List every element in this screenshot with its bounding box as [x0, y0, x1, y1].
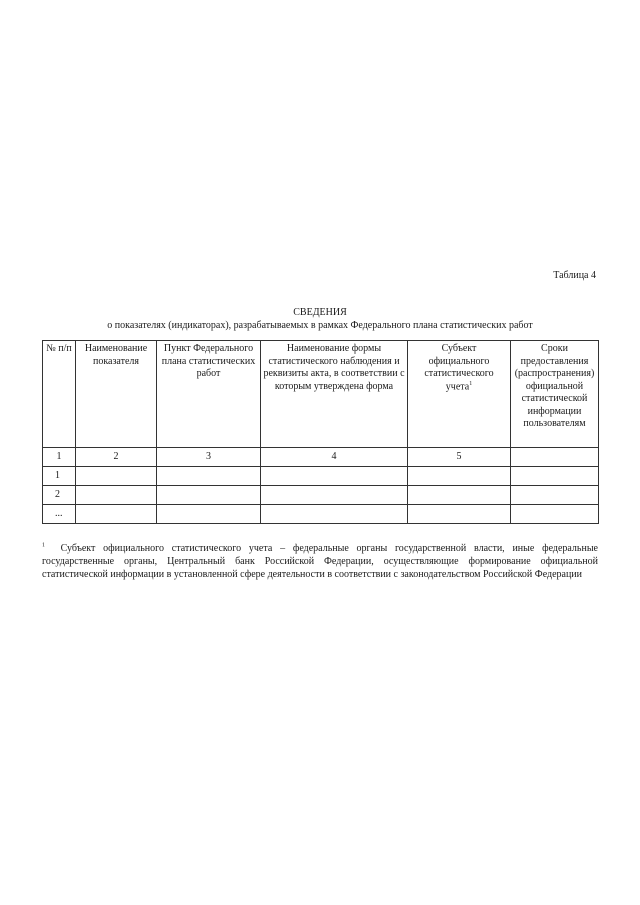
- column-number: 2: [76, 448, 157, 467]
- header-plan-item: Пункт Федерального плана статистических работ: [157, 341, 261, 448]
- table-cell: [511, 505, 599, 524]
- footnote-mark: 1: [469, 380, 473, 387]
- table-cell: [408, 467, 511, 486]
- column-number: 1: [43, 448, 76, 467]
- header-deadlines: Сроки предоставления (распространения) официальной статистической информации пользователям: [511, 341, 599, 448]
- table-cell: [261, 467, 408, 486]
- table-cell: [157, 505, 261, 524]
- column-number: 3: [157, 448, 261, 467]
- table-cell: [261, 505, 408, 524]
- column-number: 4: [261, 448, 408, 467]
- header-indicator-name: Наименование показателя: [76, 341, 157, 448]
- document-subtitle: о показателях (индикаторах), разрабатываемых в рамках Федерального плана статистических работ: [107, 320, 533, 331]
- table-cell: [76, 486, 157, 505]
- table-cell: [408, 505, 511, 524]
- table-row: [43, 505, 599, 524]
- table-cell: [157, 486, 261, 505]
- row-number: 2: [43, 486, 76, 505]
- table-cell: [511, 467, 599, 486]
- header-subject-label: Субъект официального статистического учета: [424, 343, 494, 392]
- column-number: 5: [408, 448, 511, 467]
- table-row: [43, 486, 599, 505]
- header-subject: [408, 341, 511, 448]
- header-number: № п/п: [43, 341, 76, 448]
- table-cell: [157, 467, 261, 486]
- row-number: 1: [43, 467, 76, 486]
- footnote-number: 1: [42, 542, 45, 549]
- table-cell: [261, 486, 408, 505]
- row-number: ...: [43, 505, 76, 524]
- table-cell: [76, 505, 157, 524]
- footnote-text: Субъект официального статистического учета – федеральные органы государственной власти, иные федеральные государственные органы, Центральный банк Российской Федерации, осуществляющие формирование официальной статистической информации в установленной сфере деятельности в соответствии с законодательством Российской Федерации: [42, 543, 598, 581]
- document-title: СВЕДЕНИЯ: [293, 307, 347, 318]
- column-number: [511, 448, 599, 467]
- header-form-name: Наименование формы статистического наблюдения и реквизиты акта, в соответствии с которым утверждена форма: [261, 341, 408, 448]
- table-row: [43, 467, 599, 486]
- indicators-table: [42, 340, 599, 524]
- table-cell: [511, 486, 599, 505]
- column-numbers-row: [43, 448, 599, 467]
- footnote: [42, 542, 598, 582]
- table-cell: [76, 467, 157, 486]
- table-label: Таблица 4: [553, 270, 596, 281]
- table-header-row: [43, 341, 599, 448]
- table-cell: [408, 486, 511, 505]
